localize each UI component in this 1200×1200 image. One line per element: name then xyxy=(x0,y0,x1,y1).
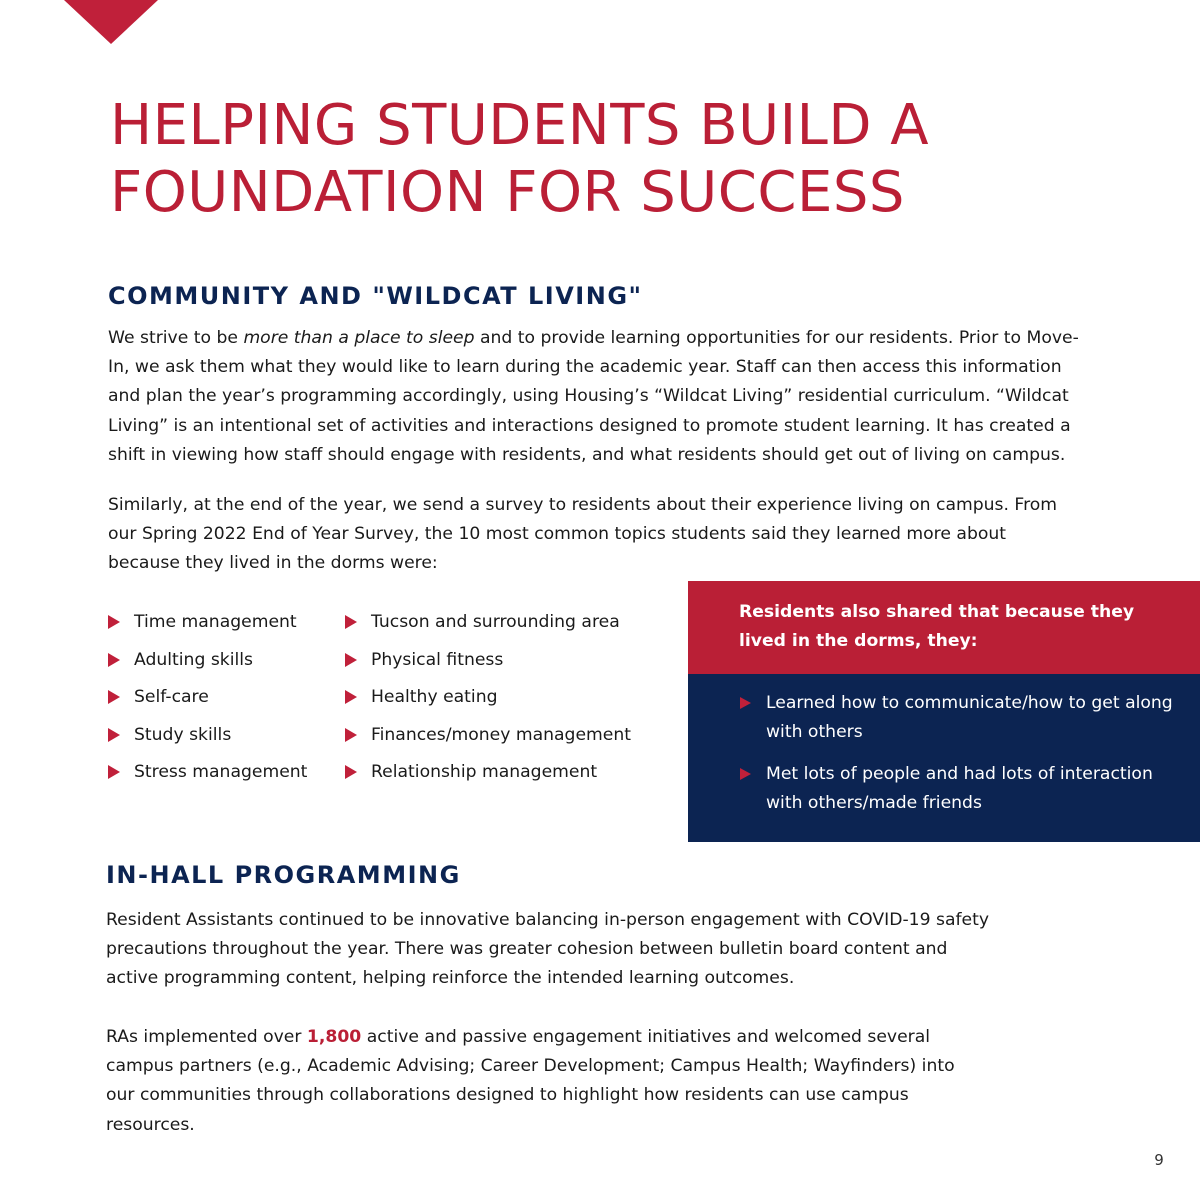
triangle-bullet-icon xyxy=(108,728,120,742)
triangle-bullet-icon xyxy=(345,653,357,667)
topics-list-left xyxy=(108,607,307,795)
callout-header-text: Residents also shared that because they lived in the dorms, they: xyxy=(739,602,1135,651)
in-hall-paragraph-2-start: RAs implemented over xyxy=(106,1027,307,1047)
topic-label: Stress management xyxy=(134,762,308,782)
triangle-bullet-icon xyxy=(345,615,357,629)
community-intro-text-end: and to provide learning opportunities for our residents. Prior to Move-In, we ask them what they would like to learn during the academic year. Staff can then access this information and plan the year’s programming accordingly, using Housing’s “Wildcat Living” residential curriculum. “Wildcat Living” is an intentional set of activities and interactions designed to promote student learning. It has created a shift in viewing how staff should engage with residents, and what residents should get out of living on campus. xyxy=(108,328,1079,465)
list-item xyxy=(345,607,631,645)
callout-list xyxy=(740,689,1180,818)
triangle-bullet-icon xyxy=(345,690,357,704)
topic-label: Finances/money management xyxy=(371,724,631,745)
topics-list-right xyxy=(345,607,631,795)
triangle-bullet-icon xyxy=(108,615,120,629)
list-item xyxy=(740,760,1180,818)
survey-paragraph: Similarly, at the end of the year, we send a survey to residents about their experience living on campus. From our Spring 2022 End of Year Survey, the 10 most common topics students said they learned more about because they lived in the dorms were: xyxy=(108,495,1058,574)
triangle-bullet-icon xyxy=(108,765,120,779)
in-hall-paragraph-1: Resident Assistants continued to be innovative balancing in-person engagement with COVID-19 safety precautions throughout the year. There was greater cohesion between bulletin board content and active programming content, helping reinforce the intended learning outcomes. xyxy=(106,910,990,989)
list-item xyxy=(345,645,631,683)
list-item xyxy=(740,689,1180,747)
list-item xyxy=(108,682,307,720)
topic-label: Adulting skills xyxy=(134,649,254,670)
callout-item-text: Met lots of people and had lots of interaction with others/made friends xyxy=(766,764,1153,813)
triangle-bullet-icon xyxy=(345,728,357,742)
triangle-bullet-icon xyxy=(740,768,751,780)
page-title-line-1: HELPING STUDENTS BUILD A xyxy=(110,93,930,158)
triangle-bullet-icon xyxy=(345,765,357,779)
community-intro-text-start: We strive to be xyxy=(108,328,244,348)
list-item xyxy=(108,757,307,795)
topic-label: Self-care xyxy=(134,687,209,707)
topic-label: Physical fitness xyxy=(371,649,504,670)
page-number: 9 xyxy=(1154,1151,1164,1169)
topic-label: Time management xyxy=(134,612,297,632)
triangle-bullet-icon xyxy=(108,653,120,667)
triangle-bullet-icon xyxy=(108,690,120,704)
corner-triangle-decoration xyxy=(64,0,158,44)
in-hall-heading: IN-HALL PROGRAMMING xyxy=(106,861,461,889)
page-title xyxy=(110,92,1110,226)
in-hall-paragraph-2 xyxy=(106,1023,976,1140)
topic-label: Tucson and surrounding area xyxy=(371,612,620,632)
callout-item-text: Learned how to communicate/how to get along with others xyxy=(766,693,1173,742)
list-item xyxy=(108,645,307,683)
community-heading: COMMUNITY AND "WILDCAT LIVING" xyxy=(108,282,643,310)
list-item xyxy=(345,720,631,758)
community-intro-paragraph xyxy=(108,324,1088,470)
topic-label: Relationship management xyxy=(371,762,598,782)
list-item xyxy=(345,682,631,720)
topic-label: Healthy eating xyxy=(371,687,498,707)
in-hall-paragraph-2-end: active and passive engagement initiatives and welcomed several campus partners (e.g., Academic Advising; Career Development; Campus Health; Wayfinders) into our communities through collaborations designed to highlight how residents can use campus resources. xyxy=(106,1027,955,1135)
triangle-bullet-icon xyxy=(740,697,751,709)
callout-header-box xyxy=(688,581,1200,674)
list-item xyxy=(108,607,307,645)
list-item xyxy=(345,757,631,795)
community-intro-emphasis: more than a place to sleep xyxy=(243,328,475,348)
page-title-line-2: FOUNDATION FOR SUCCESS xyxy=(110,160,905,225)
topic-label: Study skills xyxy=(134,724,232,745)
list-item xyxy=(108,720,307,758)
initiatives-count: 1,800 xyxy=(306,1027,362,1047)
callout-body-box xyxy=(688,674,1200,842)
